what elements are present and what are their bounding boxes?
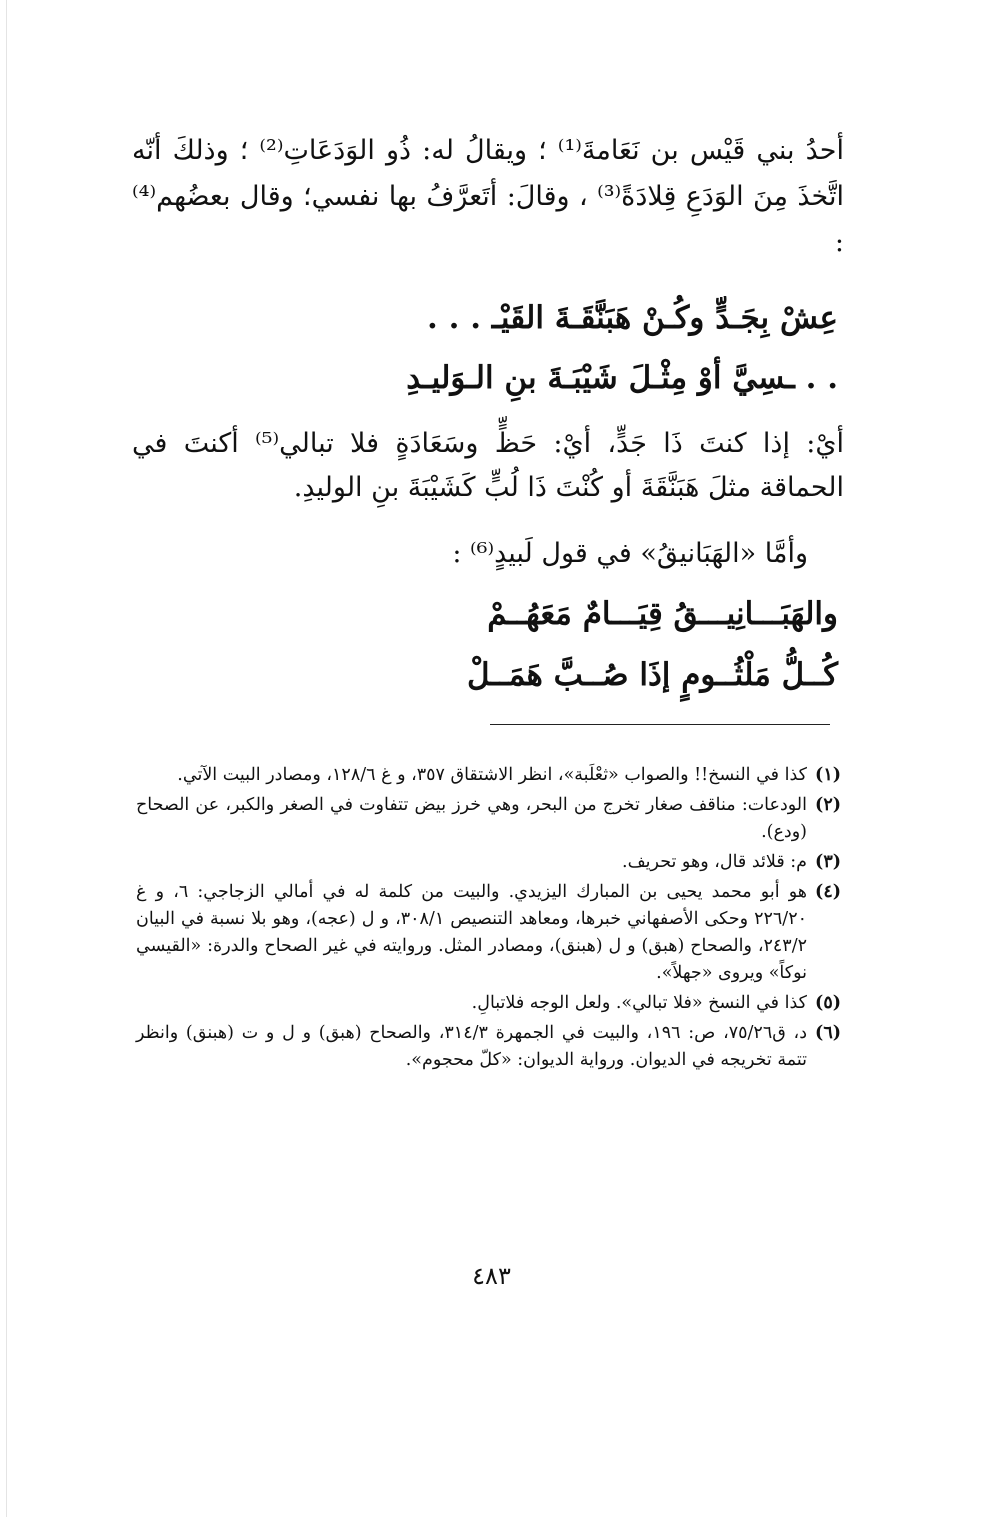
footnote-text: الودعات: مناقف صغار تخرج من البحر، وهي خرز بيض تتفاوت في الصغر والكبر، عن الصحاح (ودع).: [136, 795, 807, 842]
footnote-number: (٤): [815, 882, 841, 902]
footnote-text: كذا في النسخ «فلا تبالي». ولعل الوجه فلاتبالِ.: [471, 993, 807, 1013]
paragraph-intro: أحدُ بني قَيْس بن نَعَامةَ⁽¹⁾ ؛ ويقالُ له: ذُو الوَدَعَاتِ⁽²⁾ ؛ وذلكَ أنّه اتَّخذَ مِنَ الوَدَعِ قِلادَةً⁽³⁾ ، وقالَ: أتَعرَّفُ بها نفسي؛ وقال بعضُهم⁽⁴⁾ :: [132, 135, 844, 258]
footnote-text: م: قلائد قال، وهو تحريف.: [622, 852, 807, 872]
verse-line-3: والهَبَـــانِيـــقُ قِيَـــامٌ مَعَهُــمْ: [487, 596, 838, 632]
footnote-number: (١): [815, 765, 841, 785]
footnote-number: (٢): [815, 795, 841, 815]
footnote-5: [136, 990, 841, 1017]
verse-line-1: عِشْ بِجَـدٍّ وكُـنْ هَبَنَّقَـةَ القَيْـ . . .: [427, 300, 838, 336]
explanation-text: أيْ: إذا كنتَ ذَا جَدٍّ، أيْ: حَظٍّ وسَعَادَةٍ فلا تبالي⁽⁵⁾ أكنتَ في الحماقة مثلَ هَبَنَّقَةَ أو كُنْتَ ذَا لُبٍّ كَشَيْبَةَ بنِ الوليدِ.: [132, 428, 844, 503]
page-number: ٤٨٣: [472, 1262, 511, 1290]
footnote-2: [136, 792, 841, 846]
footnote-number: (٣): [815, 852, 841, 872]
verse-line-2: . . ـسِيَّ أوْ مِثْـلَ شَيْبَـةَ بنِ الـوَليـدِ: [406, 360, 838, 396]
footnote-4: [136, 879, 841, 987]
footnote-separator: [490, 724, 830, 725]
footnote-6: [136, 1020, 841, 1074]
footnote-text: د، ق٧٥/٢٦، ص: ١٩٦، والبيت في الجمهرة ٣١٤/٣، والصحاح (هبق) و ل و ت (هبنق) وانظر تتمة تخريجه في الديوان. ورواية الديوان: «كلّ محجوم».: [136, 1023, 807, 1070]
footnote-text: هو أبو محمد يحيى بن المبارك اليزيدي. والبيت من كلمة له في أمالي الزجاجي: ٦، و غ ٢٢٦/٢٠ وحكى الأصفهاني خبرها، ومعاهد التنصيص ٣٠٨/١، و ل (عجه)، وهو بلا نسبة في البيان ٢٤٣/٢، والصحاح (هبق) و ل (هبنق)، ومصادر المثل. وروايته في غير الصحاح والدرة: «القيسي نوكاً» ويروى «جهلاً».: [136, 882, 808, 983]
explanation-paragraph: [132, 422, 844, 510]
footnote-3: [136, 849, 841, 876]
verse-line-4: كُــلُّ مَلْثُــومٍ إذَا صُــبَّ هَمَــلْ: [466, 657, 838, 693]
main-paragraph: [132, 128, 844, 266]
footnote-number: (٦): [815, 1023, 841, 1043]
footnote-text: كذا في النسخ!! والصواب «ثعْلَبة»، انظر الاشتقاق ٣٥٧، و غ ١٢٨/٦، ومصادر البيت الآتي.: [177, 765, 807, 785]
labid-intro: وأمَّا «الهَبَانيقُ» في قول لَبيدٍ⁽⁶⁾ :: [452, 538, 808, 569]
footnotes-section: [136, 762, 841, 1077]
footnote-number: (٥): [815, 993, 841, 1013]
footnote-1: [136, 762, 841, 789]
